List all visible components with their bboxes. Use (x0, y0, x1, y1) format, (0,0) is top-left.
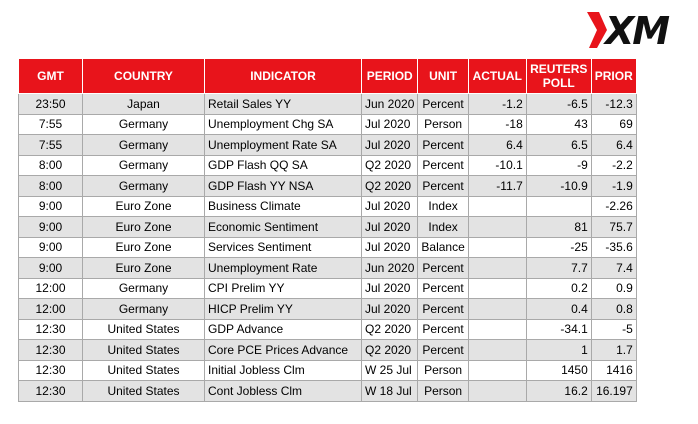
cell-reuters-poll: 1450 (526, 360, 591, 381)
header-poll-line2: POLL (542, 76, 575, 90)
cell-gmt: 9:00 (19, 217, 83, 238)
cell-indicator: Business Climate (205, 196, 362, 217)
table-row (19, 155, 637, 176)
header-poll-line1: REUTERS (530, 62, 588, 76)
cell-country: Germany (83, 155, 205, 176)
cell-prior: 0.8 (591, 299, 636, 320)
cell-period: Q2 2020 (362, 155, 418, 176)
cell-country: Germany (83, 114, 205, 135)
cell-gmt: 9:00 (19, 237, 83, 258)
cell-unit: Person (418, 114, 468, 135)
cell-reuters-poll: -9 (526, 155, 591, 176)
cell-indicator: GDP Advance (205, 319, 362, 340)
table-row (19, 114, 637, 135)
cell-indicator: Services Sentiment (205, 237, 362, 258)
cell-country: United States (83, 340, 205, 361)
header-unit: UNIT (418, 59, 468, 94)
cell-reuters-poll: -25 (526, 237, 591, 258)
cell-unit: Index (418, 217, 468, 238)
cell-actual (468, 258, 526, 279)
cell-period: Jun 2020 (362, 258, 418, 279)
cell-actual (468, 319, 526, 340)
cell-reuters-poll: 7.7 (526, 258, 591, 279)
header-period: PERIOD (362, 59, 418, 94)
cell-indicator: Initial Jobless Clm (205, 360, 362, 381)
cell-prior: 16.197 (591, 381, 636, 402)
cell-prior: -35.6 (591, 237, 636, 258)
cell-gmt: 12:30 (19, 381, 83, 402)
cell-indicator: Unemployment Rate (205, 258, 362, 279)
economic-calendar-table (18, 58, 637, 402)
cell-unit: Percent (418, 340, 468, 361)
cell-reuters-poll: 6.5 (526, 135, 591, 156)
cell-country: United States (83, 381, 205, 402)
cell-period: Q2 2020 (362, 319, 418, 340)
cell-actual (468, 360, 526, 381)
cell-period: W 25 Jul (362, 360, 418, 381)
cell-actual (468, 217, 526, 238)
cell-gmt: 12:00 (19, 299, 83, 320)
table-row (19, 94, 637, 115)
cell-indicator: GDP Flash QQ SA (205, 155, 362, 176)
cell-prior: 69 (591, 114, 636, 135)
xm-logo-text: XM (605, 9, 669, 53)
cell-unit: Percent (418, 258, 468, 279)
cell-actual (468, 196, 526, 217)
table-row (19, 278, 637, 299)
cell-country: Euro Zone (83, 237, 205, 258)
cell-country: Germany (83, 278, 205, 299)
cell-unit: Percent (418, 155, 468, 176)
table-row (19, 196, 637, 217)
cell-prior: 1.7 (591, 340, 636, 361)
cell-unit: Percent (418, 135, 468, 156)
cell-period: Jul 2020 (362, 196, 418, 217)
table-row (19, 176, 637, 197)
cell-gmt: 8:00 (19, 155, 83, 176)
cell-indicator: CPI Prelim YY (205, 278, 362, 299)
cell-reuters-poll: 1 (526, 340, 591, 361)
cell-indicator: Core PCE Prices Advance (205, 340, 362, 361)
cell-period: Jul 2020 (362, 299, 418, 320)
cell-period: Q2 2020 (362, 176, 418, 197)
cell-reuters-poll: 16.2 (526, 381, 591, 402)
table-row (19, 237, 637, 258)
cell-actual (468, 278, 526, 299)
cell-unit: Percent (418, 299, 468, 320)
header-gmt: GMT (19, 59, 83, 94)
cell-indicator: Unemployment Chg SA (205, 114, 362, 135)
cell-period: Jul 2020 (362, 114, 418, 135)
cell-period: Jul 2020 (362, 278, 418, 299)
cell-reuters-poll: 43 (526, 114, 591, 135)
cell-gmt: 12:30 (19, 360, 83, 381)
cell-unit: Index (418, 196, 468, 217)
cell-reuters-poll: 0.2 (526, 278, 591, 299)
header-reuters-poll (526, 59, 591, 94)
cell-period: Jul 2020 (362, 217, 418, 238)
cell-country: United States (83, 360, 205, 381)
table-row (19, 135, 637, 156)
cell-period: Q2 2020 (362, 340, 418, 361)
cell-gmt: 9:00 (19, 258, 83, 279)
cell-gmt: 8:00 (19, 176, 83, 197)
cell-prior: 6.4 (591, 135, 636, 156)
cell-country: Germany (83, 176, 205, 197)
cell-actual (468, 237, 526, 258)
cell-actual (468, 381, 526, 402)
cell-reuters-poll (526, 196, 591, 217)
cell-prior: 75.7 (591, 217, 636, 238)
cell-gmt: 7:55 (19, 135, 83, 156)
cell-gmt: 12:30 (19, 319, 83, 340)
cell-actual: -10.1 (468, 155, 526, 176)
cell-country: Germany (83, 135, 205, 156)
cell-gmt: 23:50 (19, 94, 83, 115)
cell-unit: Person (418, 360, 468, 381)
cell-actual: -1.2 (468, 94, 526, 115)
cell-unit: Percent (418, 278, 468, 299)
cell-country: Euro Zone (83, 196, 205, 217)
cell-reuters-poll: 81 (526, 217, 591, 238)
header-actual: ACTUAL (468, 59, 526, 94)
cell-country: Euro Zone (83, 217, 205, 238)
cell-prior: -12.3 (591, 94, 636, 115)
header-prior: PRIOR (591, 59, 636, 94)
cell-indicator: Retail Sales YY (205, 94, 362, 115)
cell-reuters-poll: -10.9 (526, 176, 591, 197)
cell-period: Jul 2020 (362, 237, 418, 258)
cell-unit: Person (418, 381, 468, 402)
cell-indicator: Cont Jobless Clm (205, 381, 362, 402)
cell-unit: Percent (418, 319, 468, 340)
cell-period: Jun 2020 (362, 94, 418, 115)
table-row (19, 381, 637, 402)
header-country: COUNTRY (83, 59, 205, 94)
cell-reuters-poll: -34.1 (526, 319, 591, 340)
cell-gmt: 12:00 (19, 278, 83, 299)
table-row (19, 299, 637, 320)
cell-indicator: Unemployment Rate SA (205, 135, 362, 156)
table-row (19, 319, 637, 340)
cell-actual: 6.4 (468, 135, 526, 156)
header-indicator: INDICATOR (205, 59, 362, 94)
cell-country: Japan (83, 94, 205, 115)
cell-unit: Percent (418, 94, 468, 115)
table-row (19, 340, 637, 361)
cell-unit: Balance (418, 237, 468, 258)
cell-unit: Percent (418, 176, 468, 197)
cell-gmt: 12:30 (19, 340, 83, 361)
cell-actual (468, 340, 526, 361)
cell-prior: 7.4 (591, 258, 636, 279)
cell-prior: 1416 (591, 360, 636, 381)
cell-indicator: HICP Prelim YY (205, 299, 362, 320)
cell-indicator: GDP Flash YY NSA (205, 176, 362, 197)
cell-country: United States (83, 319, 205, 340)
table-row (19, 217, 637, 238)
cell-country: Germany (83, 299, 205, 320)
cell-period: W 18 Jul (362, 381, 418, 402)
cell-actual (468, 299, 526, 320)
table-row (19, 360, 637, 381)
xm-logo (585, 8, 691, 54)
cell-reuters-poll: -6.5 (526, 94, 591, 115)
cell-reuters-poll: 0.4 (526, 299, 591, 320)
cell-gmt: 7:55 (19, 114, 83, 135)
cell-country: Euro Zone (83, 258, 205, 279)
cell-indicator: Economic Sentiment (205, 217, 362, 238)
cell-prior: 0.9 (591, 278, 636, 299)
cell-period: Jul 2020 (362, 135, 418, 156)
cell-actual: -11.7 (468, 176, 526, 197)
cell-prior: -2.2 (591, 155, 636, 176)
cell-prior: -2.26 (591, 196, 636, 217)
cell-actual: -18 (468, 114, 526, 135)
cell-gmt: 9:00 (19, 196, 83, 217)
cell-prior: -5 (591, 319, 636, 340)
cell-prior: -1.9 (591, 176, 636, 197)
header-row (19, 59, 637, 94)
table-row (19, 258, 637, 279)
